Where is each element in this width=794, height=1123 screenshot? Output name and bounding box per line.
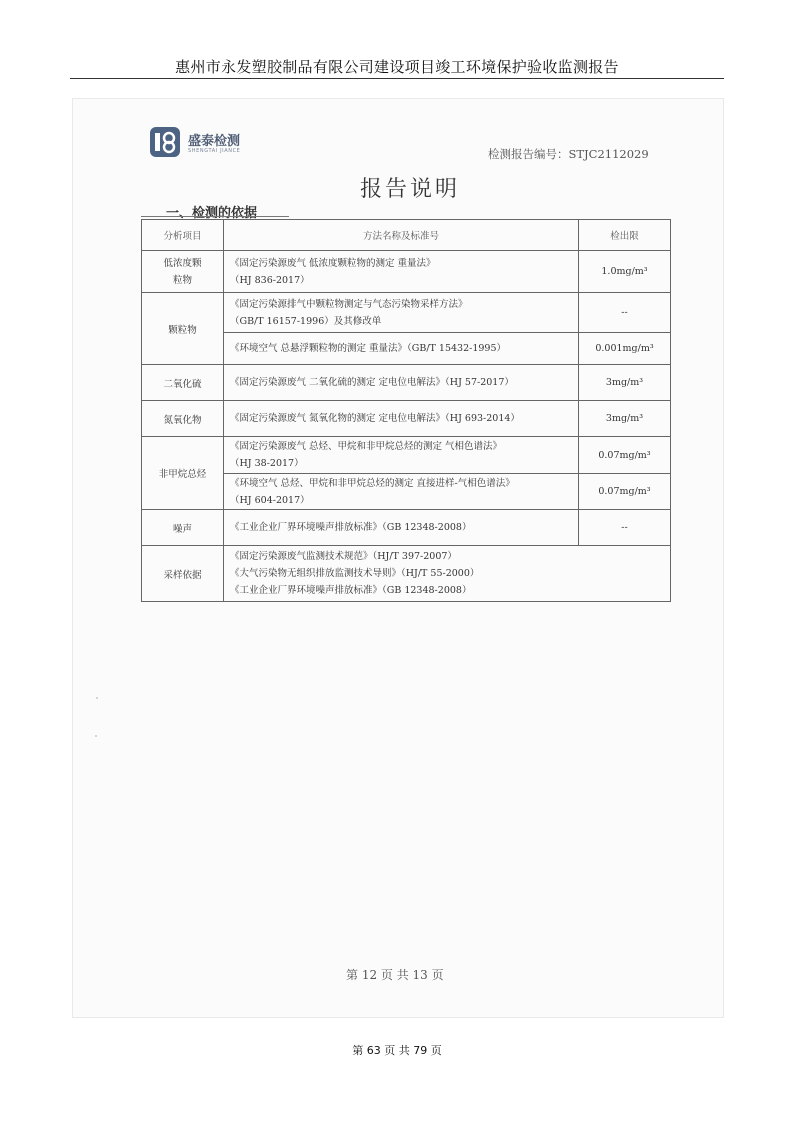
header-method: 方法名称及标准号	[224, 220, 579, 251]
table-header-row	[142, 220, 671, 251]
limit-cell: 0.001mg/m³	[579, 333, 671, 365]
standards-table	[141, 219, 671, 602]
header-item: 分析项目	[142, 220, 224, 251]
method-cell: 《固定污染源排气中颗粒物测定与气态污染物采样方法》 （GB/T 16157-1996）及其修改单	[224, 293, 579, 333]
inner-page-footer: 第 12 页 共 13 页	[346, 968, 444, 982]
header-divider	[70, 78, 724, 79]
item-cell: 采样依据	[142, 546, 224, 602]
table-row	[142, 293, 671, 333]
item-cell: 氮氧化物	[142, 401, 224, 437]
item-cell: 二氧化硫	[142, 365, 224, 401]
item-cell: 噪声	[142, 510, 224, 546]
limit-cell: 0.07mg/m³	[579, 437, 671, 474]
method-cell: 《固定污染源废气 总烃、甲烷和非甲烷总烃的测定 气相色谱法》 （HJ 38-2017）	[224, 437, 579, 474]
table-row	[142, 437, 671, 474]
table-row	[142, 365, 671, 401]
brand-subtitle: SHENGTAI JIANCE	[188, 148, 241, 154]
table-row	[142, 546, 671, 602]
method-cell: 《环境空气 总烃、甲烷和非甲烷总烃的测定 直接进样-气相色谱法》 （HJ 604-2017）	[224, 474, 579, 510]
limit-cell: 3mg/m³	[579, 365, 671, 401]
report-title: 报告说明	[360, 177, 461, 202]
method-cell: 《工业企业厂界环境噪声排放标准》（GB 12348-2008）	[224, 510, 579, 546]
table-row	[142, 401, 671, 437]
page-footer: 第 63 页 共 79 页	[352, 1044, 442, 1057]
limit-cell: 1.0mg/m³	[579, 251, 671, 293]
method-cell: 《固定污染源废气 氮氧化物的测定 定电位电解法》（HJ 693-2014）	[224, 401, 579, 437]
section-underline	[141, 216, 289, 217]
header-limit: 检出限	[579, 220, 671, 251]
item-cell: 低浓度颗粒物	[142, 251, 224, 293]
limit-cell: 3mg/m³	[579, 401, 671, 437]
document-header: 惠州市永发塑胶制品有限公司建设项目竣工环境保护验收监测报告	[175, 58, 619, 76]
method-cell: 《固定污染源废气 二氧化硫的测定 定电位电解法》（HJ 57-2017）	[224, 365, 579, 401]
item-cell: 颗粒物	[142, 293, 224, 365]
company-logo-icon	[150, 127, 180, 157]
table-row	[142, 251, 671, 293]
limit-cell: --	[579, 293, 671, 333]
method-cell: 《固定污染源废气 低浓度颗粒物的测定 重量法》 （HJ 836-2017）	[224, 251, 579, 293]
limit-cell: --	[579, 510, 671, 546]
report-number: 检测报告编号：STJC2112029	[488, 147, 649, 161]
method-cell: 《环境空气 总悬浮颗粒物的测定 重量法》（GB/T 15432-1995）	[224, 333, 579, 365]
method-cell: 《固定污染源废气监测技术规范》（HJ/T 397-2007） 《大气污染物无组织排放监测技术导则》（HJ/T 55-2000） 《工业企业厂界环境噪声排放标准》（GB 12348-2008）	[224, 546, 671, 602]
scan-speck	[95, 735, 97, 737]
limit-cell: 0.07mg/m³	[579, 474, 671, 510]
section-heading: 一、检测的依据	[166, 206, 258, 221]
table-row	[142, 510, 671, 546]
brand-name: 盛泰检测	[188, 134, 241, 149]
item-cell: 非甲烷总烃	[142, 437, 224, 510]
scan-speck	[96, 697, 98, 699]
